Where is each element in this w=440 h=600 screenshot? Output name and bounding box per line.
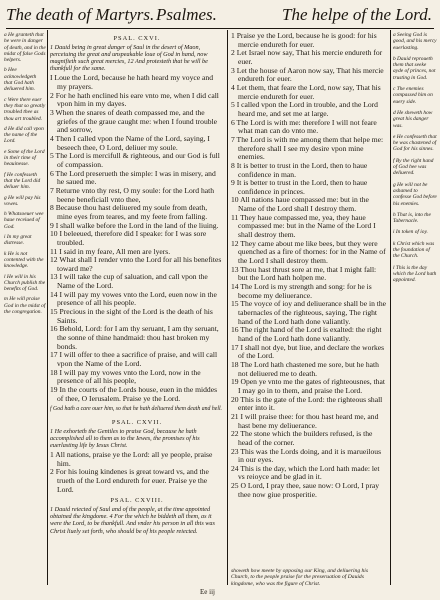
verse: 1 Praise ye the Lord, because he is good: for his mercie endureth for euer. — [231, 32, 377, 49]
psalm-argument: 1 He exhorteth the Gentiles to praise God, because he hath accomplished all to them as to the Iewes, the promises of his euerlasting life by Iesus Christ. — [50, 427, 200, 449]
verse: 16 The right hand of the Lord is exalted: the right hand of the Lord hath done valiantly. — [231, 325, 382, 343]
verse: 22 The stone which the builders refused, is the head of the corner. — [231, 429, 373, 447]
verse: 15 The voyce of ioy and deliuerance shall be in the tabernacles of the righteous, saying, The right hand of the Lord hath done valiantly. — [231, 299, 387, 326]
psalm-argument: 1 Dauid reiected of Saul and of the people, at the time appointed obtained the kingdome. 4 For the which he biddeth all them, as it were the Lord, to be thankfull. And vnder his person in all this was Christ liuely set forth, who should be of his people reiected. — [50, 506, 215, 535]
margin-note: g He will pay his vowes. — [4, 194, 41, 207]
verse: 13 I will take the cup of saluation, and call vpon the Name of the Lord. — [50, 272, 208, 291]
verse: 5 I called vpon the Lord in trouble, and the Lord heard me, and set me at large. — [231, 100, 378, 118]
verse: 13 Thou hast thrust sore at me, that I might fall: but the Lord hath holpen me. — [231, 264, 377, 283]
column-rule-left — [47, 30, 48, 585]
verse: 6 The Lord is with me: therefore I will not feare what man can do vnto me. — [231, 117, 377, 136]
margin-note: l This is the day which the Lord hath appointed. — [393, 264, 437, 284]
margin-note: k He is not contented with the knowledge. — [4, 250, 44, 270]
verse: 5 The Lord is mercifull & righteous, and our God is full of compassion. — [50, 151, 220, 169]
right-text-column — [231, 32, 387, 584]
verse: 25 O Lord, I pray thee, saue now: O Lord, I pray thee now giue prosperitie. — [231, 481, 380, 499]
verse: 23 This was the Lords doing, and it is marueilous in our eyes. — [231, 446, 382, 465]
verse: 9 I shall walke before the Lord in the land of the liuing. — [50, 220, 219, 230]
left-text-column — [50, 32, 224, 584]
verse: 8 It is better to trust in the Lord, then to haue confidence in man. — [231, 160, 368, 179]
verse: 11 They haue compassed me, yea, they haue compassed me: but in the Name of the Lord I shall destroy them. — [231, 212, 376, 240]
verse: 17 I will offer to thee a sacrifice of praise, and will call vpon the Name of the Lord. — [50, 350, 218, 369]
verse: 2 For his louing kindenes is great toward vs, and the trueth of the Lord endureth for euer. Praise ye the Lord. — [50, 467, 209, 494]
verse: 4 Then I called vpon the Name of the Lord, saying, I beseech thee, O Lord, deliuer my soule. — [50, 133, 210, 152]
margin-note: a Seeing God is good, and his mercy euerlasting. — [393, 32, 437, 51]
verse: 14 I will pay my vowes vnto the Lord, euen now in the presence of all his people. — [50, 289, 217, 308]
verse: 20 This is the gate of the Lord: the righteous shall enter into it. — [231, 394, 383, 413]
margin-note: e Some of the Lord in their time of heauinesse. — [4, 148, 45, 168]
verse: 19 Open ye vnto me the gates of righteousnes, that I may go in to them, and praise the Lord. — [231, 377, 385, 395]
right-margin-notes — [393, 32, 437, 584]
verse: 18 The Lord hath chastened me sore, but he hath not deliuered me to death. — [231, 359, 379, 378]
verse: 24 This is the day, which the Lord hath made: let vs reioyce and be glad in it. — [231, 463, 380, 482]
margin-note: i In token of ioy. — [393, 229, 428, 236]
verse: 1 All nations, praise ye the Lord: all ye people, praise him. — [50, 449, 213, 468]
verse: 9 It is better to trust in the Lord, then to haue confidence in princes. — [231, 178, 368, 196]
verse: 11 I said in my feare, All men are lyers. — [50, 246, 171, 256]
psalm-heading: PSAL. CXVIII. — [110, 497, 164, 505]
margin-note: m He will praise God in the midst of the congregation. — [4, 296, 46, 315]
verse: 4 Let them, that feare the Lord, now say, That his mercie endureth for euer. — [231, 82, 381, 101]
running-head-right: The helpe of the Lord. — [282, 5, 432, 24]
verse: 12 What shall I render vnto the Lord for all his benefites toward me? — [50, 255, 222, 273]
psalm-heading: PSAL. CXVI. — [113, 35, 161, 42]
verse: 10 I beleeued, therefore did I speake: for I was sore troubled. — [50, 229, 207, 247]
verse: 18 I will pay my vowes vnto the Lord, now in the presence of all his people, — [50, 367, 201, 386]
verse: 3 Let the house of Aaron now say, That his mercie endureth for euer. — [231, 65, 384, 84]
verse: 12 They came about me like bees, but they were quenched as a fire of thornes: for in the Name of the Lord I shall destroy them. — [231, 238, 386, 266]
verse: 2 Let Israel now say, That his mercie endureth for euer. — [231, 48, 383, 66]
verse: 6 The Lord preserueth the simple: I was in misery, and he saued me. — [50, 168, 216, 187]
verse: I Loue the Lord, because he hath heard my voyce and my prayers. — [50, 73, 213, 92]
verse: 10 All nations haue compassed me: but in the Name of the Lord shall I destroy them. — [231, 195, 369, 214]
column-rule-right — [390, 30, 391, 585]
margin-note: d He did call vpon the name of the Lord. — [4, 125, 44, 145]
margin-note: f By the right hand of God hee was deliuered. — [393, 157, 434, 177]
verse: 3 When the snares of death compassed me, and the griefes of the graue caught me: when I found trouble and sorrow, — [50, 108, 218, 135]
verse: 8 Because thou hast deliuered my soule from death, mine eyes from teares, and my feete from falling. — [50, 203, 208, 221]
verse: 14 The Lord is my strength and song: for he is become my deliuerance. — [231, 282, 372, 300]
left-margin-notes — [4, 32, 46, 584]
verse: 2 For he hath enclined his eare vnto me, when I did call vpon him in my dayes. — [50, 90, 219, 109]
signature-mark: Ee iij — [200, 588, 215, 596]
page-footnote: showeth how meete by opposing our King, and deliuering his Church, to the people praise for the preseruation of Dauids kingdome, who was the figure of Christ. — [231, 568, 369, 587]
margin-note: k Christ which was the foundation of the Church. — [393, 240, 435, 260]
margin-note: g He will not be ashamed to confesse God before his enemies. — [393, 181, 437, 207]
column-rule-center — [227, 30, 228, 585]
margin-note: c The enemies compassed him on euery side. — [393, 86, 433, 105]
head-rule — [6, 28, 434, 29]
verse: 16 Behold, Lord: for I am thy seruant, I am thy seruant, the sonne of thine handmaid: thou hast broken my bonds. — [50, 324, 219, 351]
psalm-footnote: f God hath a care ouer him, so that he hath deliuered them death and hell. — [50, 406, 223, 413]
verse: 17 I shall not dye, but liue, and declare the workes of the Lord. — [231, 342, 385, 361]
verse: 7 The Lord is with me among them that helpe me: therefore shall I see my desire vpon mine enemies. — [231, 134, 384, 162]
verse: 7 Returne vnto thy rest, O my soule: for the Lord hath beene beneficiall vnto thee, — [50, 185, 215, 204]
margin-note: c Were there euer they that so greatly troubled thee as thou art troubled. — [4, 96, 46, 122]
verse: 21 I will praise thee: for thou hast heard me, and hast bene my deliuerance. — [231, 411, 379, 430]
psalm-heading: PSAL. CXVII. — [111, 418, 163, 426]
margin-note: h Whatsoeuer wee haue receiued of God. — [4, 211, 44, 230]
margin-note: a He granteth that he were in danger of death, and in the midst of false Gods helpers. — [4, 32, 46, 64]
running-head — [6, 2, 434, 28]
psalm-argument: 1 Dauid being in great danger of Saul in the desert of Maon, perceiuing the great and unspeakable loue of God in hand, now magnifieth such great mercies, 12 And protesteth that he will be thankfull for the same. — [50, 44, 208, 73]
margin-note: h That is, into the Tabernacle. — [393, 211, 431, 225]
margin-note: e He confesseth that he was chastened of God for his sinnes. — [393, 133, 437, 153]
margin-note: f He confesseth that the Lord did deliuer him. — [4, 171, 41, 191]
margin-note: i In my great distresse. — [4, 234, 32, 247]
running-head-center: Psalmes. — [156, 5, 217, 24]
margin-note: l He will in his Church publish the benefits of God. — [4, 273, 46, 293]
verse: 15 Precious in the sight of the Lord is the death of his Saints. — [50, 307, 213, 325]
margin-note: d He sheweth how great his danger was. — [393, 109, 433, 129]
margin-note: b Dauid reproueth them that seeke ayde of princes, not trusting in God. — [393, 55, 436, 81]
running-head-left: The death of Martyrs. — [6, 5, 155, 24]
margin-note: b Hee acknowledgeth that God hath deliuered him. — [4, 67, 37, 93]
verse: 19 In the courts of the Lords house, euen in the middes of thee, O Ierusalem. Praise ye the Lord. — [50, 385, 218, 403]
